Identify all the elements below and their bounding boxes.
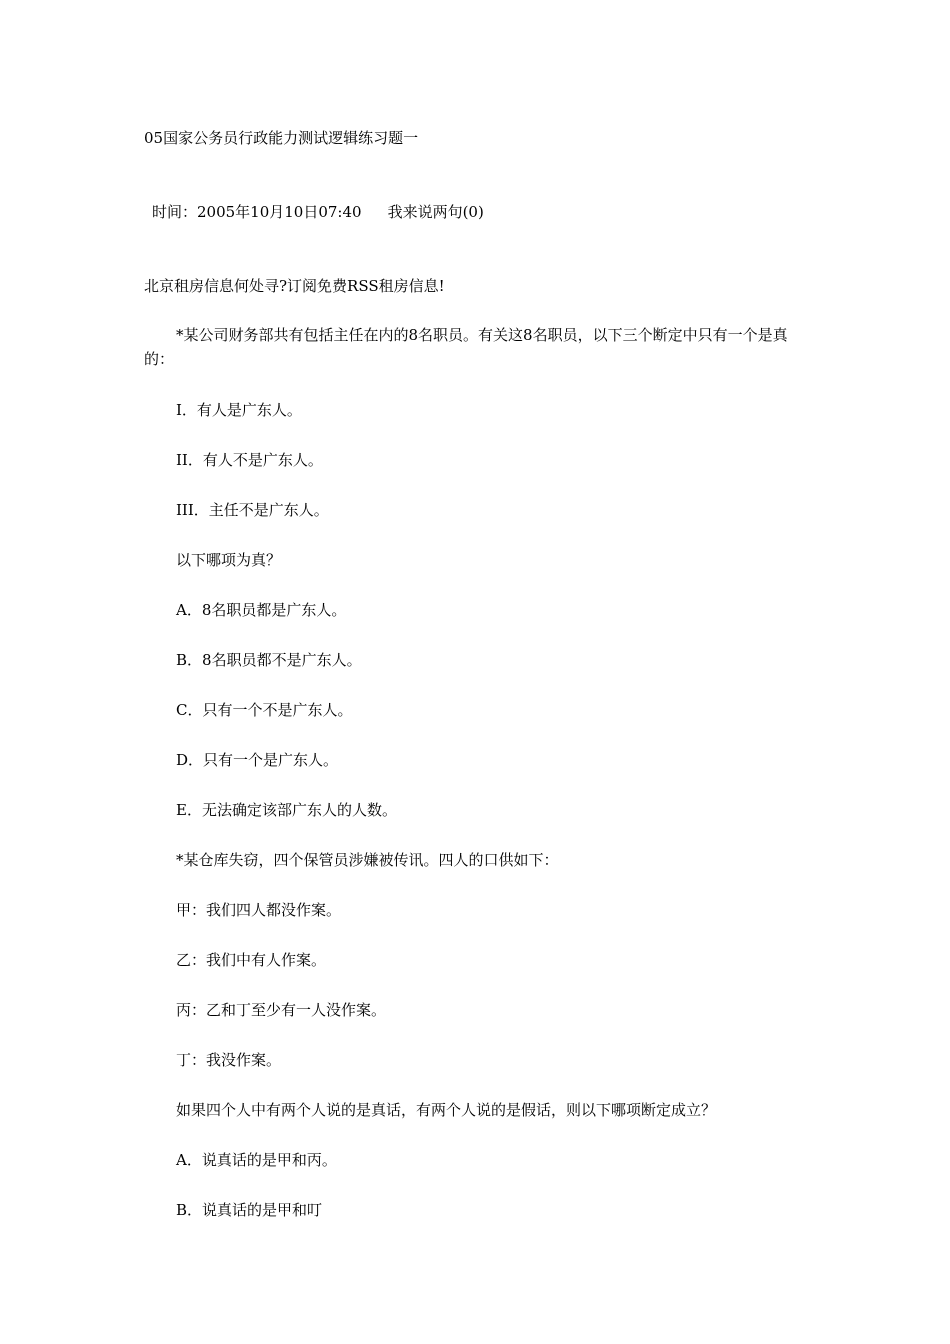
- q2-statement-jia: 甲：我们四人都没作案。: [176, 901, 342, 919]
- q1-option-b: B．8名职员都不是广东人。: [176, 651, 362, 669]
- q2-option-a: A．说真话的是甲和丙。: [176, 1151, 337, 1169]
- q1-prompt: 以下哪项为真？: [176, 551, 282, 569]
- q1-option-d: D．只有一个是广东人。: [176, 751, 339, 769]
- q1-statement-3: III．主任不是广东人。: [176, 501, 329, 519]
- question1-intro: *某公司财务部共有包括主任在内的8名职员。有关这8名职员，以下三个断定中只有一个是真的：: [144, 326, 788, 368]
- q2-statement-ding: 丁：我没作案。: [176, 1051, 282, 1069]
- q2-option-b: B．说真话的是甲和叮: [176, 1201, 323, 1219]
- q2-statement-yi: 乙：我们中有人作案。: [176, 951, 327, 969]
- q1-option-c: C．只有一个不是广东人。: [176, 701, 353, 719]
- q2-prompt: 如果四个人中有两个人说的是真话，有两个人说的是假话，则以下哪项断定成立？: [176, 1101, 717, 1119]
- q1-option-a: A．8名职员都是广东人。: [176, 601, 347, 619]
- promo-link[interactable]: 北京租房信息何处寻?订阅免费RSS租房信息!: [144, 277, 445, 295]
- q1-statement-1: I．有人是广东人。: [176, 401, 302, 419]
- q1-option-e: E．无法确定该部广东人的人数。: [176, 801, 397, 819]
- comment-link[interactable]: 我来说两句(0): [387, 203, 484, 221]
- publish-time: 时间：2005年10月10日07:40: [152, 203, 362, 221]
- question2-intro: *某仓库失窃，四个保管员涉嫌被传讯。四人的口供如下：: [176, 851, 559, 869]
- article-meta: [152, 201, 484, 223]
- q1-statement-2: II．有人不是广东人。: [176, 451, 323, 469]
- document-title: 05国家公务员行政能力测试逻辑练习题一: [144, 129, 419, 147]
- q2-statement-bing: 丙：乙和丁至少有一人没作案。: [176, 1001, 387, 1019]
